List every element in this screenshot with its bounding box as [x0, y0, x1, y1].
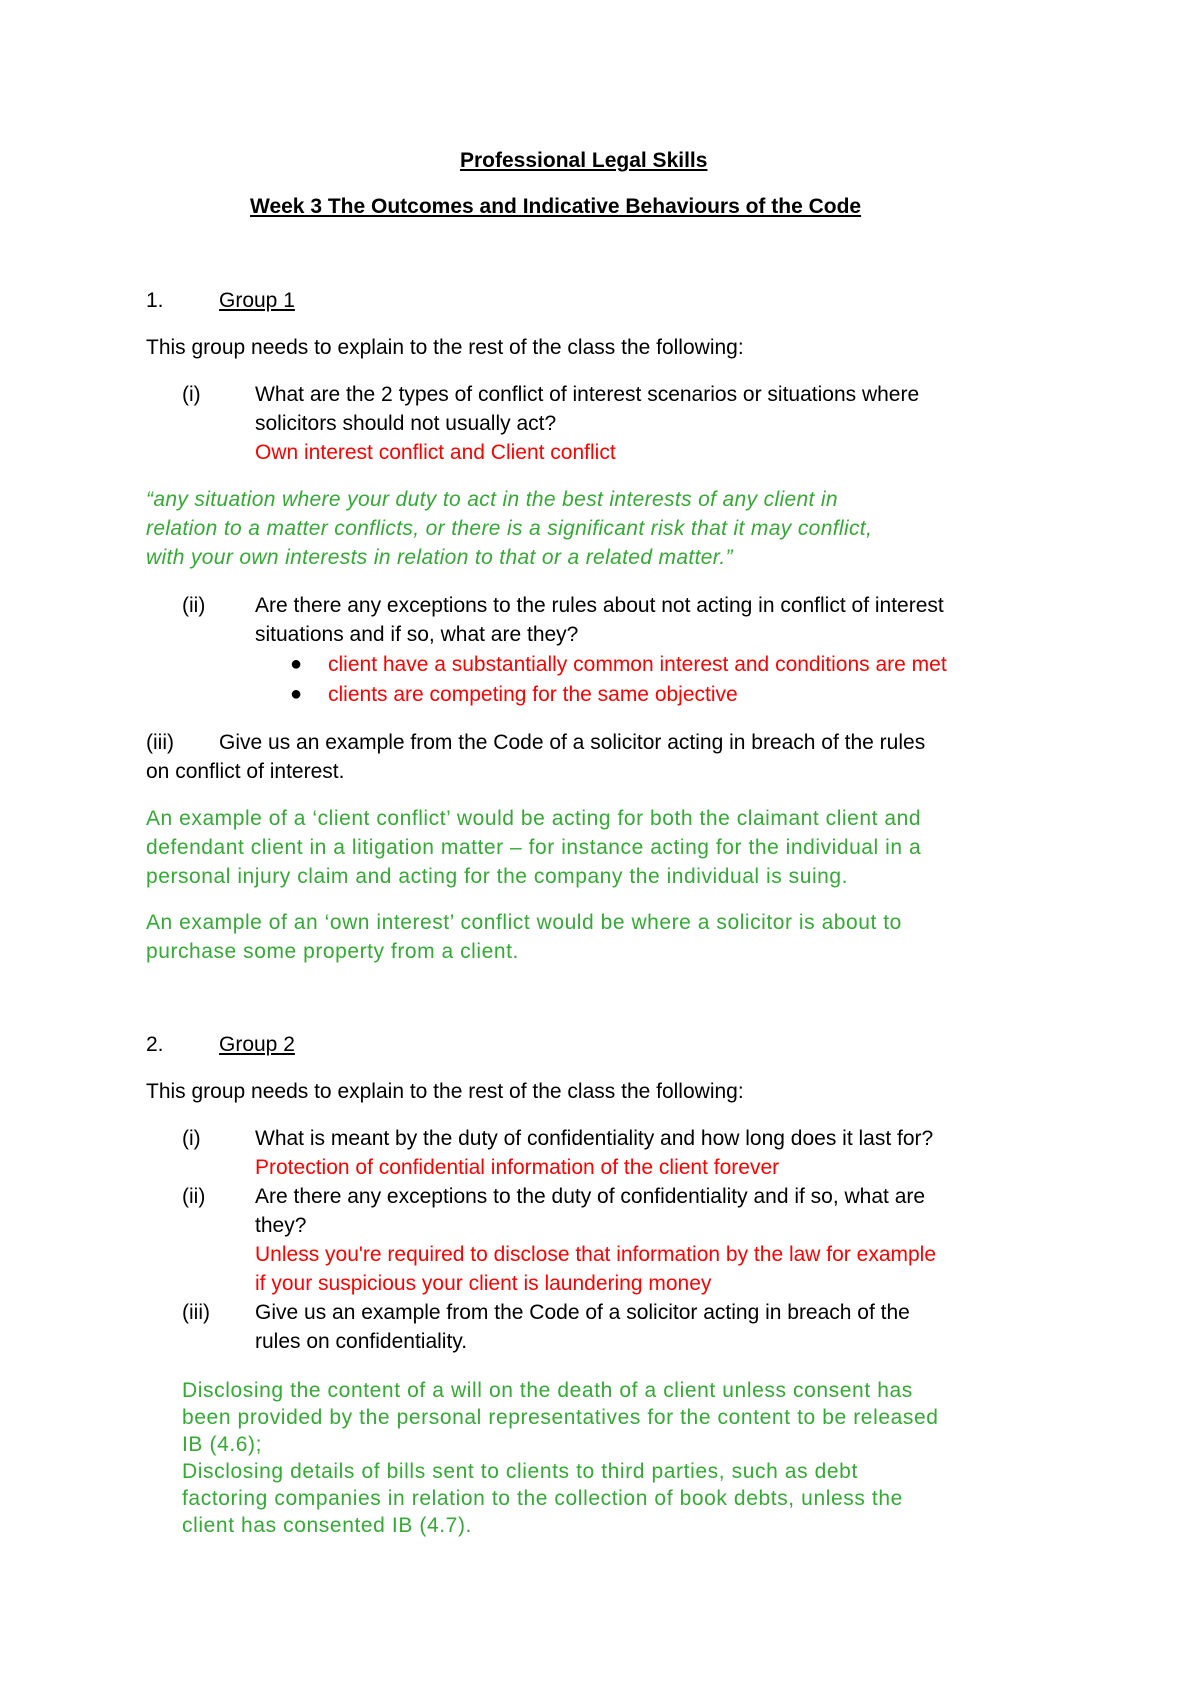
group1-bullet-1: client have a substantially common interest and conditions are met	[328, 653, 947, 676]
group2-example-line4: Disclosing details of bills sent to clients to third parties, such as debt	[182, 1460, 858, 1483]
group1-q3-line2: on conflict of interest.	[146, 760, 345, 783]
group1-heading: Group 1	[219, 289, 295, 312]
group1-intro: This group needs to explain to the rest of the class the following:	[146, 336, 744, 359]
group2-example-line3: IB (4.6);	[182, 1433, 263, 1456]
group2-heading: Group 2	[219, 1033, 295, 1056]
group2-example-line5: factoring companies in relation to the collection of book debts, unless the	[182, 1487, 903, 1510]
group2-q1-label: (i)	[182, 1127, 201, 1150]
group1-q3-label: (iii)	[146, 731, 174, 754]
group1-bullet-2: clients are competing for the same objective	[328, 683, 738, 706]
group1-q1-line2: solicitors should not usually act?	[255, 412, 557, 435]
group1-example2-line1: An example of an ‘own interest’ conflict would be where a solicitor is about to	[146, 911, 902, 934]
document-title: Professional Legal Skills	[460, 149, 708, 172]
group1-q2-line1: Are there any exceptions to the rules about not acting in conflict of interest	[255, 594, 944, 617]
group1-number: 1.	[146, 289, 164, 312]
bullet-icon: ●	[290, 653, 303, 675]
group1-q3-line1: Give us an example from the Code of a solicitor acting in breach of the rules	[219, 731, 926, 754]
group2-example-line2: been provided by the personal representatives for the content to be released	[182, 1406, 939, 1429]
group2-q2-line2: they?	[255, 1214, 307, 1237]
group1-quote-line3: with your own interests in relation to that or a related matter.”	[146, 546, 733, 569]
group2-answer1: Protection of confidential information of the client forever	[255, 1156, 780, 1179]
group2-q3-line2: rules on confidentiality.	[255, 1330, 468, 1353]
group2-answer2-line2: if your suspicious your client is laundering money	[255, 1272, 712, 1295]
group2-q2-line1: Are there any exceptions to the duty of confidentiality and if so, what are	[255, 1185, 926, 1208]
group1-example1-line3: personal injury claim and acting for the company the individual is suing.	[146, 865, 849, 888]
group2-q1-line1: What is meant by the duty of confidentiality and how long does it last for?	[255, 1127, 934, 1150]
group1-quote-line1: “any situation where your duty to act in the best interests of any client in	[146, 488, 838, 511]
group2-number: 2.	[146, 1033, 164, 1056]
group1-q1-line1: What are the 2 types of conflict of interest scenarios or situations where	[255, 383, 920, 406]
group2-answer2-line1: Unless you're required to disclose that information by the law for example	[255, 1243, 937, 1266]
group1-example2-line2: purchase some property from a client.	[146, 940, 519, 963]
group2-intro: This group needs to explain to the rest of the class the following:	[146, 1080, 744, 1103]
group1-quote-line2: relation to a matter conflicts, or there is a significant risk that it may conflict,	[146, 517, 873, 540]
group2-q2-label: (ii)	[182, 1185, 206, 1208]
group2-example-line6: client has consented IB (4.7).	[182, 1514, 472, 1537]
group1-answer1: Own interest conflict and Client conflict	[255, 441, 616, 464]
group1-example1-line1: An example of a ‘client conflict’ would be acting for both the claimant client and	[146, 807, 922, 830]
group1-q1-label: (i)	[182, 383, 201, 406]
group1-example1-line2: defendant client in a litigation matter – for instance acting for the individual in a	[146, 836, 922, 859]
group1-q2-label: (ii)	[182, 594, 206, 617]
group2-example-line1: Disclosing the content of a will on the death of a client unless consent has	[182, 1379, 913, 1402]
group2-q3-label: (iii)	[182, 1301, 210, 1324]
document-subtitle: Week 3 The Outcomes and Indicative Behaviours of the Code	[250, 195, 862, 218]
group1-q2-line2: situations and if so, what are they?	[255, 623, 579, 646]
group2-q3-line1: Give us an example from the Code of a solicitor acting in breach of the	[255, 1301, 910, 1324]
bullet-icon: ●	[290, 683, 303, 705]
